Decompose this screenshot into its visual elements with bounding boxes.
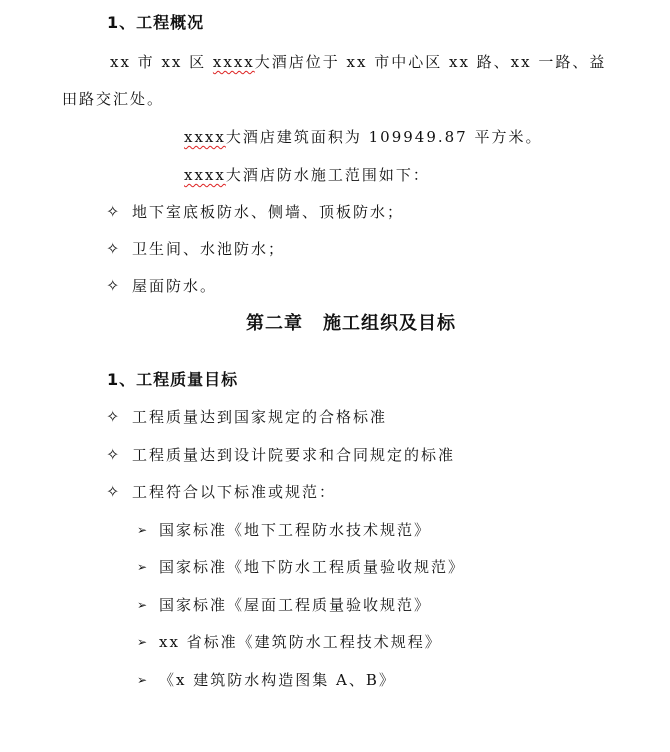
diamond-star-bullet-icon: ✧: [106, 445, 120, 464]
standard-item: [137, 632, 442, 653]
scope-intro-line: [184, 165, 430, 185]
city-district-text: xx 市 xx 区: [110, 53, 213, 71]
section-1-heading: 1、工程概况: [107, 13, 205, 32]
quality-bullet-text: 工程符合以下标准或规范：: [132, 483, 337, 501]
scope-bullet-item: [106, 239, 285, 259]
standard-text: 国家标准《屋面工程质量验收规范》: [159, 596, 432, 614]
location-text: 大酒店位于 xx 市中心区 xx 路、xx 一路、益: [254, 53, 607, 71]
chapter-label: 第二章: [246, 313, 303, 334]
quality-bullet-text: 工程质量达到设计院要求和合同规定的标准: [132, 446, 456, 464]
diamond-star-bullet-icon: ✧: [106, 202, 120, 221]
standard-item: [137, 520, 431, 541]
scope-bullet-text: 屋面防水。: [132, 277, 218, 295]
standard-item: [137, 670, 396, 691]
quality-bullet-item: [106, 482, 336, 502]
arrowhead-bullet-icon: ➢: [137, 598, 148, 612]
diamond-star-bullet-icon: ✧: [106, 239, 120, 258]
arrowhead-bullet-icon: ➢: [137, 673, 148, 687]
spellcheck-squiggle-hotel-name: xxxx: [184, 128, 226, 146]
diamond-star-bullet-icon: ✧: [106, 407, 120, 426]
standard-text: 《x 建筑防水构造图集 A、B》: [159, 671, 396, 689]
arrowhead-bullet-icon: ➢: [137, 635, 148, 649]
scope-intro-text: 大酒店防水施工范围如下：: [225, 166, 430, 184]
scope-bullet-text: 卫生间、水池防水；: [132, 240, 286, 258]
scope-bullet-text: 地下室底板防水、侧墙、顶板防水；: [132, 203, 405, 221]
diamond-star-bullet-icon: ✧: [106, 276, 120, 295]
overview-paragraph-line-2: 田路交汇处。: [62, 90, 165, 108]
scope-bullet-item: [106, 202, 404, 222]
chapter-title: 施工组织及目标: [323, 313, 456, 334]
quality-bullet-text: 工程质量达到国家规定的合格标准: [132, 408, 388, 426]
quality-bullet-item: [106, 445, 455, 465]
overview-paragraph-line-1: [110, 52, 606, 72]
standard-text: 国家标准《地下工程防水技术规范》: [159, 521, 432, 539]
building-area-text: 大酒店建筑面积为 109949.87 平方米。: [225, 128, 543, 146]
standard-text: xx 省标准《建筑防水工程技术规程》: [159, 633, 442, 651]
scope-bullet-item: [106, 276, 217, 296]
spellcheck-squiggle-hotel-name: xxxx: [212, 53, 255, 71]
spellcheck-squiggle-hotel-name: xxxx: [184, 166, 226, 184]
arrowhead-bullet-icon: ➢: [137, 523, 148, 537]
standard-item: [137, 557, 465, 578]
building-area-line: [184, 127, 543, 147]
standard-item: [137, 595, 431, 616]
section-2-heading: 1、工程质量目标: [107, 370, 239, 389]
arrowhead-bullet-icon: ➢: [137, 560, 148, 574]
chapter-2-heading: [246, 314, 456, 334]
diamond-star-bullet-icon: ✧: [106, 482, 120, 501]
quality-bullet-item: [106, 407, 387, 427]
standard-text: 国家标准《地下防水工程质量验收规范》: [159, 558, 466, 576]
